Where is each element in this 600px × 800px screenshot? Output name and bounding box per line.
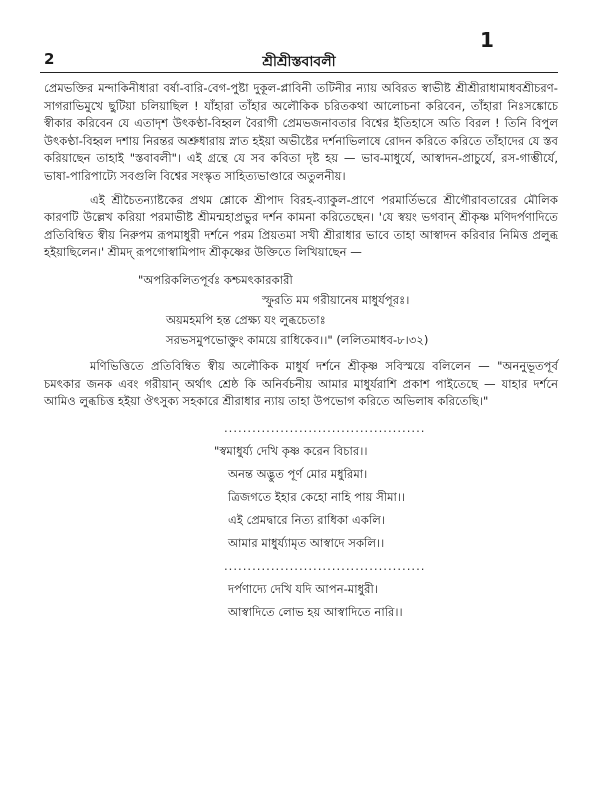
page-number: 2: [44, 50, 55, 68]
separator-dots: ...........................................: [224, 420, 426, 435]
shloka-line: "অপরিকলিতপূর্বঃ কশ্চমৎকারকারী: [138, 272, 293, 287]
verse-line: অনন্ত অদ্ভুত পূর্ণ মোর মধুরিমা।: [228, 466, 368, 481]
paragraph-intro: প্রেমভক্তির মন্দাকিনীধারা বর্ষা-বারি-বেগ-পুষ্টা দুকূল-প্লাবিনী তটিনীর ন্যায় অবিরত স্বাভীষ্ট শ্রীশ্রীরাধামাধবশ্রীচরণ-সাগরাভিমুখে ছুটিয়া চলিয়াছিল ! যাঁহারা তাঁহার অলৌকিক চরিতকথা আলোচনা করিবেন, তাঁহারা নিঃসঙ্কোচে স্বীকার করিবেন যে এতাদৃশ উৎকণ্ঠা-বিহ্বল বৈরাগী প্রেমভজনাবতার বিশ্বের ইতিহাসে অতি বিরল ! তিনি বিপুল উৎকণ্ঠা-বিহ্বল দশায় নিরন্তর অশ্রুধারায় স্নাত হইয়া অভীষ্টের দর্শনাভিলাষে রোদন করিতে করিতে তাঁহাদের যে স্তব করিয়াছেন তাহাই "স্তবাবলী"। এই গ্রন্থে যে সব কবিতা দৃষ্ট হয় — ভাব-মাধুর্যে, আস্বাদন-প্রাচুর্যে, রস-গাম্ভীর্যে, ভাষা-পারিপাট্যে সবগুলি বিশ্বের সংস্কৃত সাহিত্যভাণ্ডারে অতুলনীয়।: [44, 81, 558, 183]
page-body: [44, 80, 558, 624]
verse-line: "স্বমাধুর্য্য দেখি কৃষ্ণ করেন বিচার।।: [214, 443, 368, 458]
verse-line: এই প্রেমদ্বারে নিত্য রাধিকা একলি।: [228, 512, 386, 527]
shloka-line: স্ফুরতি মম গরীয়ানেষ মাধুর্যপূরঃ।: [262, 292, 410, 307]
separator-dots: ...........................................: [224, 558, 426, 573]
bengali-verse: [214, 417, 558, 624]
sanskrit-shloka: [138, 270, 558, 350]
paragraph-chaitanyashtaka: এই শ্রীচৈতন্যাষ্টকের প্রথম শ্লোকে শ্রীপাদ বিরহ-ব্যাকুল-প্রাণে পরমার্তিভরে শ্রীগৌরাবতারের মৌলিক কারণটি উল্লেখ করিয়া পরমাভীষ্ট শ্রীমন্মহাপ্রভুর দর্শন কামনা করিতেছেন। 'যে স্বয়ং ভগবান্ শ্রীকৃষ্ণ মণিদর্পণাদিতে প্রতিবিম্বিত স্বীয় নিরুপম রূপমাধুরী দর্শনে পরম প্রিয়তমা সখী শ্রীরাধার ভাবে তাহা আস্বাদন করিবার নিমিত্ত প্রলুব্ধ হইয়াছিলেন।' শ্রীমদ্ রূপগোস্বামিপাদ শ্রীকৃষ্ণের উক্তিতে লিখিয়াছেন —: [44, 192, 558, 260]
running-title: শ্রীশ্রীস্তবাবলী: [262, 54, 336, 70]
shloka-line: সরভসমুপভোক্তুং কাময়ে রাধিকেব।।" (ললিতমাধব-৮।৩২): [166, 332, 429, 347]
paragraph-explanation: মণিভিত্তিতে প্রতিবিম্বিত স্বীয় অলৌকিক মাধুর্য দর্শনে শ্রীকৃষ্ণ সবিস্ময়ে বলিলেন — "অননুভূতপূর্ব চমৎকার জনক এবং গরীয়ান্ অর্থাৎ শ্রেষ্ঠ কি অনির্বচনীয় আমার মাধুর্যরাশি প্রকাশ পাইতেছে — যাহার দর্শনে আমিও লুব্ধচিত্ত হইয়া ঔৎসুক্য সহকারে শ্রীরাধার ন্যায় তাহা উপভোগ করিতে অভিলাষ করিতেছি।": [44, 358, 558, 409]
verse-line: দর্পণাদ্যে দেখি যদি আপন-মাধুরী।: [228, 581, 378, 596]
verse-line: আমার মাধুর্য্যামৃত আস্বাদে সকলি।।: [228, 535, 385, 550]
page-header: [40, 50, 558, 73]
verse-line: আস্বাদিতে লোভ হয় আস্বাদিতে নারি।।: [228, 604, 403, 619]
page-marker: 1: [480, 28, 494, 52]
shloka-line: অয়মহমপি হন্ত প্রেক্ষ্য যং লুব্ধচেতাঃ: [166, 312, 326, 327]
verse-line: ত্রিজগতে ইহার কেহো নাহি পায় সীমা।।: [228, 489, 406, 504]
